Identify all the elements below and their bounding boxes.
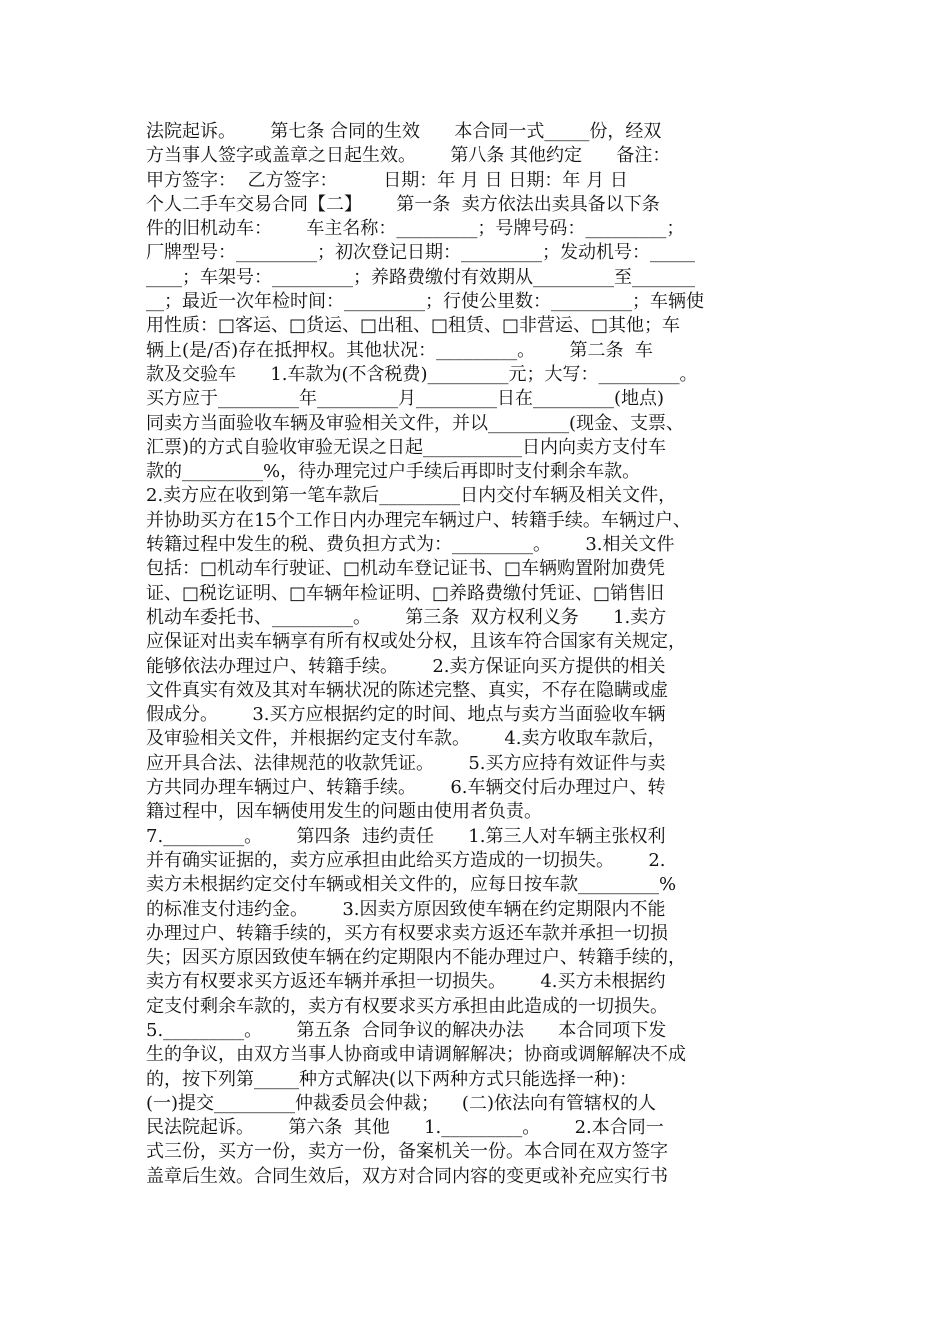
text-line: 方当事人签字或盖章之日起生效。 第八条 其他约定 备注： <box>146 145 671 167</box>
text-line: 辆上(是/否)存在抵押权。其他状况：_________。 第二条 车 <box>146 339 653 361</box>
text-line: 应开具合法、法律规范的收款凭证。 5.买方应持有效证件与卖 <box>146 752 666 774</box>
text-line: 卖方未根据约定交付车辆或相关文件的，应每日按车款_________% <box>146 874 677 896</box>
text-line: 7._________。 第四条 违约责任 1.第三人对车辆主张权利 <box>146 825 666 847</box>
text-line: 假成分。 3.买方应根据约定的时间、地点与卖方当面验收车辆 <box>146 704 666 726</box>
text-line: 盖章后生效。合同生效后，双方对合同内容的变更或补充应实行书 <box>146 1165 668 1187</box>
text-line: 办理过户、转籍手续的，买方有权要求卖方返还车款并承担一切损 <box>146 922 668 944</box>
text-line: ____；车架号：_________；养路费缴付有效期从_________至_______ <box>146 266 695 288</box>
text-line: 转籍过程中发生的税、费负担方式为：_________。 3.相关文件 <box>146 534 675 556</box>
text-line: 汇票)的方式自验收审验无误之日起___________日内向卖方支付车 <box>146 436 667 458</box>
text-line: 式三份，买方一份，卖方一份，备案机关一份。本合同在双方签字 <box>146 1141 668 1163</box>
text-line: 买方应于_________年_________月_________日在_________(地点) <box>146 388 665 410</box>
text-line: 籍过程中，因车辆使用发生的问题由使用者负责。 <box>146 801 542 823</box>
contract-text-body <box>146 120 806 1189</box>
text-line: 款及交验车 1.车款为(不含税费)_________元；大写：_________。 <box>146 363 698 385</box>
text-line: 失；因买方原因致使车辆在约定期限内不能办理过户、转籍手续的， <box>146 947 686 969</box>
text-line: 机动车委托书、_________。 第三条 双方权利义务 1.卖方 <box>146 606 667 628</box>
text-line: __；最近一次年检时间：_________；行使公里数：_________；车辆使 <box>146 291 704 313</box>
text-line: 件的旧机动车： 车主名称：_________；号牌号码：_________； <box>146 218 685 240</box>
text-line: 包括：□机动车行驶证、□机动车登记证书、□车辆购置附加费凭 <box>146 558 666 580</box>
text-line: 并有确实证据的，卖方应承担由此给买方造成的一切损失。 2. <box>146 849 666 871</box>
text-line: 厂牌型号：_________；初次登记日期：_________；发动机号：_____ <box>146 242 695 264</box>
text-line: 及审验相关文件，并根据约定支付车款。 4.卖方收取车款后， <box>146 728 666 750</box>
text-line: 用性质：□客运、□货运、□出租、□租赁、□非营运、□其他；车 <box>146 315 681 337</box>
text-line: 2.卖方应在收到第一笔车款后_________日内交付车辆及相关文件， <box>146 485 677 507</box>
text-line: 甲方签字： 乙方签字： 日期：年 月 日 日期：年 月 日 <box>146 169 628 191</box>
text-line: 款的_________%，待办理完过户手续后再即时支付剩余车款。 <box>146 461 641 483</box>
text-line: 证、□税讫证明、□车辆年检证明、□养路费缴付凭证、□销售旧 <box>146 582 665 604</box>
text-line: 个人二手车交易合同【二】 第一条 卖方依法出卖具备以下条 <box>146 193 660 215</box>
text-line: 5._________。 第五条 合同争议的解决办法 本合同项下发 <box>146 1019 667 1041</box>
text-line: (一)提交_________仲裁委员会仲裁； (二)依法向有管辖权的人 <box>146 1092 656 1114</box>
text-line: 并协助买方在15个工作日内办理完车辆过户、转籍手续。车辆过户、 <box>146 509 691 531</box>
text-line: 的，按下列第_____种方式解决(以下两种方式只能选择一种)： <box>146 1068 638 1090</box>
text-line: 同卖方当面验收车辆及审验相关文件，并以_________(现金、支票、 <box>146 412 685 434</box>
text-line: 方共同办理车辆过户、转籍手续。 6.车辆交付后办理过户、转 <box>146 777 666 799</box>
text-line: 定支付剩余车款的，卖方有权要求买方承担由此造成的一切损失。 <box>146 995 668 1017</box>
text-line: 应保证对出卖车辆享有所有权或处分权，且该车符合国家有关规定， <box>146 631 686 653</box>
text-line: 的标准支付违约金。 3.因卖方原因致使车辆在约定期限内不能 <box>146 898 666 920</box>
text-line: 卖方有权要求买方返还车辆并承担一切损失。 4.买方未根据约 <box>146 971 666 993</box>
text-line: 民法院起诉。 第六条 其他 1._________。 2.本合同一 <box>146 1117 664 1139</box>
text-line: 生的争议，由双方当事人协商或申请调解解决；协商或调解解决不成 <box>146 1044 686 1066</box>
text-line: 能够依法办理过户、转籍手续。 2.卖方保证向买方提供的相关 <box>146 655 666 677</box>
text-line: 法院起诉。 第七条 合同的生效 本合同一式_____份，经双 <box>146 121 662 142</box>
text-line: 文件真实有效及其对车辆状况的陈述完整、真实，不存在隐瞒或虚 <box>146 679 668 701</box>
